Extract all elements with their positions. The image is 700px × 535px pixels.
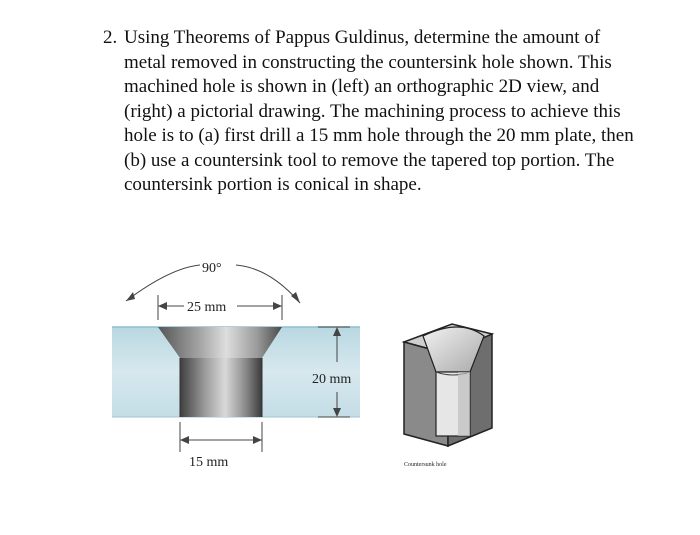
top-width-label: 25 mm	[187, 300, 227, 315]
orthographic-view	[112, 261, 360, 470]
pictorial-view	[404, 324, 492, 468]
angle-arc	[126, 265, 200, 301]
pictorial-caption: Countersunk hole	[404, 462, 447, 468]
drilled-bore	[180, 358, 262, 417]
angle-label: 90°	[202, 261, 222, 276]
problem-number: 2.	[103, 27, 118, 48]
problem-text: Using Theorems of Pappus Guldinus, determine the amount of metal removed in constructing the countersink hole shown. This machined hole is shown in (left) an orthographic 2D view, and (right) a pictorial drawing. The machining process to achieve this hole is to (a) first drill a 15 mm hole through the 20 mm plate, then (b) use a countersink tool to remove the tapered top portion. The countersink portion is conical in shape.	[124, 27, 634, 195]
thickness-label: 20 mm	[312, 372, 352, 387]
hole-diameter-label: 15 mm	[189, 455, 229, 470]
